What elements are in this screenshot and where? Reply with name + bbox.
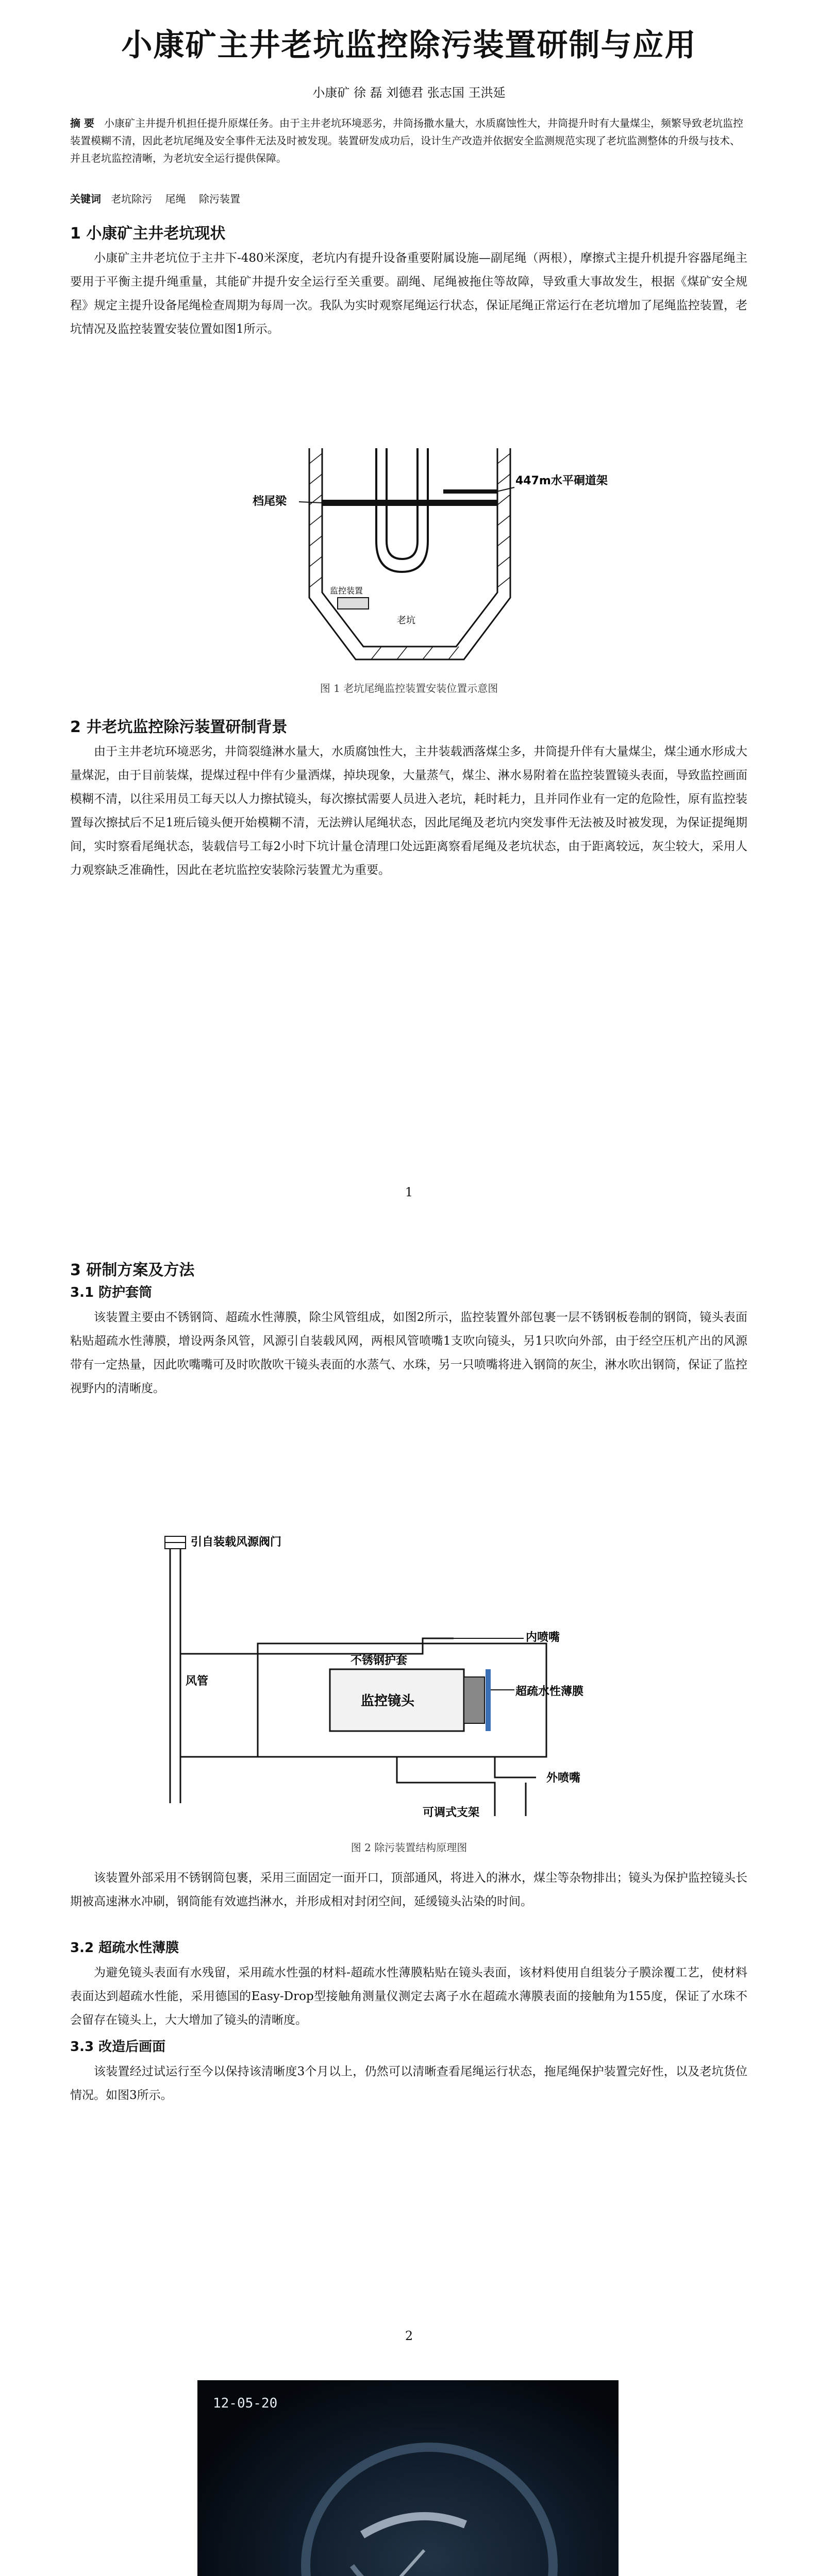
section-heading-3: 3 研制方案及方法 bbox=[70, 1261, 195, 1279]
fig1-label-pit: 老坑 bbox=[397, 615, 415, 626]
keyword-item: 尾绳 bbox=[165, 193, 186, 205]
section-heading-3-1: 3.1 防护套筒 bbox=[70, 1285, 153, 1300]
abstract-text: 小康矿主井提升机担任提升原煤任务。由于主井老坑环境恶劣，井筒扬撒水量大，水质腐蚀性大，井筒提升时有大量煤尘，频繁导致老坑监控装置模糊不清，因此老坑尾绳及安全事件无法及时被发现。装置研发成功后，设计生产改造并依据安全监测规范实现了老坑监测整体的升级与技术、并且老坑监控清晰，为老坑安全运行提供保障。 bbox=[70, 117, 744, 164]
keyword-item: 除污装置 bbox=[198, 193, 240, 205]
fig1-label-device: 监控装置 bbox=[330, 586, 363, 596]
fig2-label-pipe: 风管 bbox=[186, 1675, 209, 1688]
fig2-label-film: 超疏水性薄膜 bbox=[515, 1685, 584, 1698]
page-number: 2 bbox=[405, 2329, 413, 2343]
keyword-item: 老坑除污 bbox=[111, 193, 153, 205]
abstract-label: 摘 要 bbox=[70, 117, 94, 129]
fig1-label-platform: 447m水平硐道架 bbox=[515, 474, 608, 487]
section-heading-3-2: 3.2 超疏水性薄膜 bbox=[70, 1940, 179, 1956]
keywords bbox=[70, 191, 747, 206]
paragraph-3-3: 该装置经过试运行至今以保持该清晰度3个月以上，仍然可以清晰查看尾绳运行状态，拖尾绳保护装置完好性，以及老坑货位情况。如图3所示。 bbox=[70, 2065, 747, 2102]
section-heading-3-3: 3.3 改造后画面 bbox=[70, 2039, 166, 2055]
figure-2-diagram bbox=[134, 1535, 680, 1824]
paper-title: 小康矿主井老坑监控除污装置研制与应用 bbox=[121, 27, 697, 63]
rope-image-icon bbox=[197, 2380, 619, 2576]
fig1-label-beam: 档尾梁 bbox=[253, 495, 287, 508]
paragraph-2: 由于主井老坑环境恶劣，井筒裂缝淋水量大，水质腐蚀性大，主井装载洒落煤尘多，井筒提升伴有大量煤尘，煤尘通水形成大量煤泥，由于目前装煤，提煤过程中伴有少量洒煤，掉块现象，大量蒸气，煤尘、淋水易附着在监控装置镜头表面，导致监控画面模糊不清，以往采用员工每天以人力擦拭镜头，每次擦拭需要人员进入老坑，耗时耗力，且并同作业有一定的危险性，原有监控装置每次擦拭后不足1班后镜头便开始模糊不清，无法辨认尾绳状态，因此尾绳及老坑内突发事件无法被及时被发现，为保证提绳期间，实时察看尾绳状态，装载信号工每2小时下坑计量仓清理口处远距离察看尾绳及老坑状态，由于距离较远，灰尘较大，采用人力观察缺乏准确性，因此在老坑监控安装除污装置尤为重要。 bbox=[70, 745, 747, 877]
fig2-label-bracket: 可调式支架 bbox=[423, 1806, 480, 1819]
fig2-label-camera: 监控镜头 bbox=[361, 1693, 415, 1709]
photo-timestamp: 12-05-20 bbox=[213, 2396, 278, 2411]
figure-1-caption: 图 1 老坑尾绳监控装置安装位置示意图 bbox=[320, 682, 498, 694]
fig2-label-valve: 引自装载风源阀门 bbox=[191, 1536, 282, 1549]
paragraph-3-1: 该装置外部采用不锈钢筒包裹，采用三面固定一面开口，顶部通风，将进入的淋水，煤尘等杂物排出；镜头为保护监控镜头长期被高速淋水冲刷，钢筒能有效遮挡淋水，并形成相对封闭空间，延缓镜头沾染的时间。 bbox=[70, 1871, 747, 1908]
figure-3-photo bbox=[197, 2380, 619, 2576]
author-line: 小康矿 徐 磊 刘德君 张志国 王洪延 bbox=[312, 86, 506, 100]
abstract bbox=[70, 114, 747, 167]
fig2-label-tube: 不锈钢护套 bbox=[350, 1654, 408, 1667]
keywords-label: 关键词 bbox=[70, 193, 101, 205]
page-number: 1 bbox=[405, 1185, 413, 1199]
figure-1-diagram bbox=[222, 443, 608, 675]
paragraph-1: 小康矿主井老坑位于主井下-480米深度，老坑内有提升设备重要附属设施—副尾绳（两根），摩擦式主提升机提升容器尾绳主要用于平衡主提升绳重量，其能矿井提升安全运行至关重要。副绳、尾绳被拖住等故障，导致重大事故发生，根据《煤矿安全规程》规定主提升设备尾绳检查周期为每周一次。我队为实时观察尾绳运行状态，保证尾绳正常运行在老坑增加了尾绳监控装置，老坑情况及监控装置安装位置如图1所示。 bbox=[70, 251, 747, 336]
figure-2-caption: 图 2 除污装置结构原理图 bbox=[350, 1841, 468, 1854]
section-heading-1: 1 小康矿主井老坑现状 bbox=[70, 225, 226, 243]
fig2-label-outer-nozzle: 外喷嘴 bbox=[546, 1772, 581, 1785]
paragraph-3-2: 为避免镜头表面有水残留，采用疏水性强的材料-超疏水性薄膜粘贴在镜头表面，该材料使用自组装分子膜涂覆工艺，使材料表面达到超疏水性能，采用德国的Easy-Drop型接触角测量仪测定去离子水在超疏水薄膜表面的接触角为155度，保证了水珠不会留存在镜头上，大大增加了镜头的清晰度。 bbox=[70, 1966, 747, 2027]
fig2-label-inner-nozzle: 内喷嘴 bbox=[526, 1631, 560, 1644]
section-heading-2: 2 井老坑监控除污装置研制背景 bbox=[70, 718, 288, 736]
paragraph-3: 该装置主要由不锈钢筒、超疏水性薄膜，除尘风管组成，如图2所示，监控装置外部包裹一层不锈钢板卷制的钢筒，镜头表面粘贴超疏水性薄膜，增设两条风管，风源引自装载风网，两根风管喷嘴1支吹向镜头，另1只吹向外部，由于经空压机产出的风源带有一定热量，因此吹嘴嘴可及时吹散吹干镜头表面的水蒸气、水珠，另一只喷嘴将进入钢筒的灰尘，淋水吹出钢筒，保证了监控视野内的清晰度。 bbox=[70, 1311, 747, 1395]
